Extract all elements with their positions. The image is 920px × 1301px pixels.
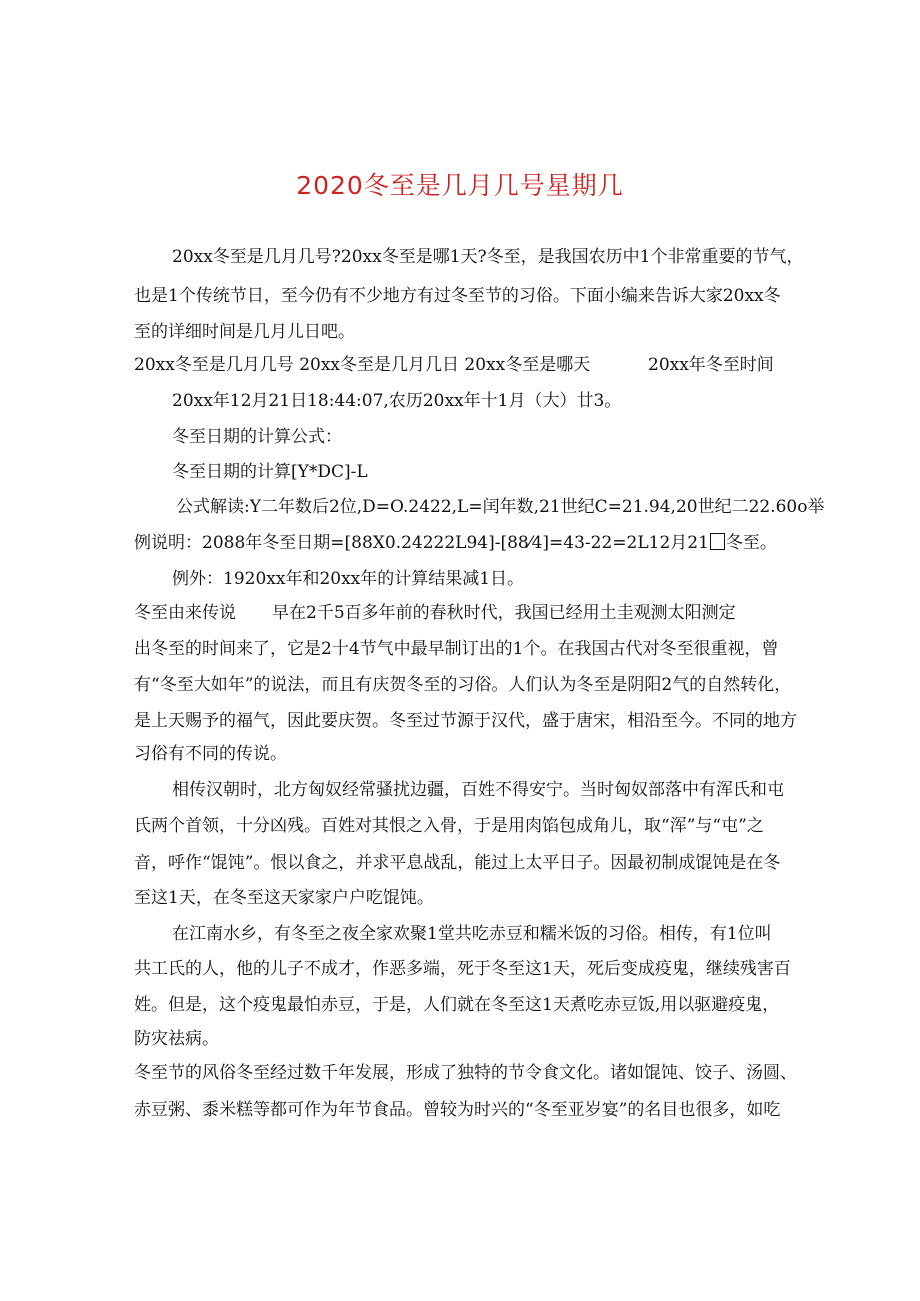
origin-heading: 冬至由来传说: [134, 603, 236, 623]
formula-explain-2: [134, 532, 777, 554]
han-story-line-3: 音，呼作“馄饨”。恨以食之，并求平息战乱，能过上太平日子。因最初制成馄饨是在冬: [134, 853, 781, 873]
origin-line-3: 有“冬至大如年”的说法，而且有庆贺冬至的习俗。人们认为冬至是阴阳2气的自然转化，: [134, 675, 792, 695]
origin-line-5: 习俗有不同的传说。: [134, 744, 287, 764]
formula-explain-2-text: 例说明：2088年冬至日期=[88X0.24222L94]-[88⁄4]=43-22=2L12月21: [134, 533, 709, 553]
formula: 冬至日期的计算[Y*DC]-L: [172, 462, 368, 482]
related-links-left: 20xx冬至是几月几号 20xx冬至是几月几日 20xx冬至是哪天: [134, 355, 591, 375]
formula-heading: 冬至日期的计算公式：: [172, 427, 342, 447]
jiangnan-story-line-3: 姓。但是，这个疫鬼最怕赤豆，于是，人们就在冬至这1天煮吃赤豆饭,用以驱避疫鬼，: [134, 995, 780, 1015]
jiangnan-story-line-1: 在江南水乡，有冬至之夜全家欢聚1堂共吃赤豆和糯米饭的习俗。相传，有1位叫: [172, 924, 772, 944]
customs-line-2: 赤豆粥、黍米糕等都可作为年节食品。曾较为时兴的“冬至亚岁宴”的名目也很多，如吃: [134, 1100, 781, 1120]
formula-explain-2-tail: 冬至。: [725, 533, 777, 553]
intro-line-2: 也是1个传统节日，至今仍有不少地方有过冬至节的习俗。下面小编来告诉大家20xx冬: [134, 286, 781, 306]
origin-line-4: 是上天赐予的福气，因此要庆贺。冬至过节源于汉代，盛于唐宋，相沿至今。不同的地方: [134, 711, 797, 731]
intro-line-1: 20xx冬至是几月几号?20xx冬至是哪1天?冬至，是我国农历中1个非常重要的节气，: [172, 247, 804, 267]
han-story-line-4: 至这1天，在冬至这天家家户户吃馄饨。: [134, 888, 434, 908]
han-story-line-2: 氏两个首领，十分凶残。百姓对其恨之入骨，于是用肉馅包成角儿，取“浑”与“屯”之: [134, 816, 764, 836]
missing-glyph-box: [710, 533, 725, 550]
origin-line-2: 出冬至的时间来了，它是2十4节气中最早制订出的1个。在我国古代对冬至很重视，曾: [134, 639, 779, 659]
customs-line-1: 冬至节的风俗冬至经过数千年发展，形成了独特的节令食文化。诸如馄饨、饺子、汤圆、: [134, 1063, 797, 1083]
exception-line: 例外：1920xx年和20xx年的计算结果减1日。: [172, 569, 525, 589]
document-title: 2020冬至是几月几号星期几: [296, 171, 624, 200]
formula-explain-1: 公式解读:Y二年数后2位,D=O.2422,L=闰年数,21世纪C=21.94,20世纪二22.60o举: [176, 497, 825, 517]
origin-line-1: 早在2千5百多年前的春秋时代，我国已经用土圭观测太阳测定: [272, 603, 736, 623]
jiangnan-story-line-4: 防灾祛病。: [134, 1029, 219, 1049]
han-story-line-1: 相传汉朝时，北方匈奴经常骚扰边疆，百姓不得安宁。当时匈奴部落中有浑氏和屯: [172, 780, 784, 800]
jiangnan-story-line-2: 共工氏的人，他的儿子不成才，作恶多端，死于冬至这1天，死后变成疫鬼，继续残害百: [134, 959, 791, 979]
date-line: 20xx年12月21日18:44:07,农历20xx年十1月（大）廿3。: [172, 391, 622, 411]
related-links-right: 20xx年冬至时间: [648, 355, 774, 375]
intro-line-3: 至的详细时间是几月儿日吧。: [134, 322, 355, 342]
